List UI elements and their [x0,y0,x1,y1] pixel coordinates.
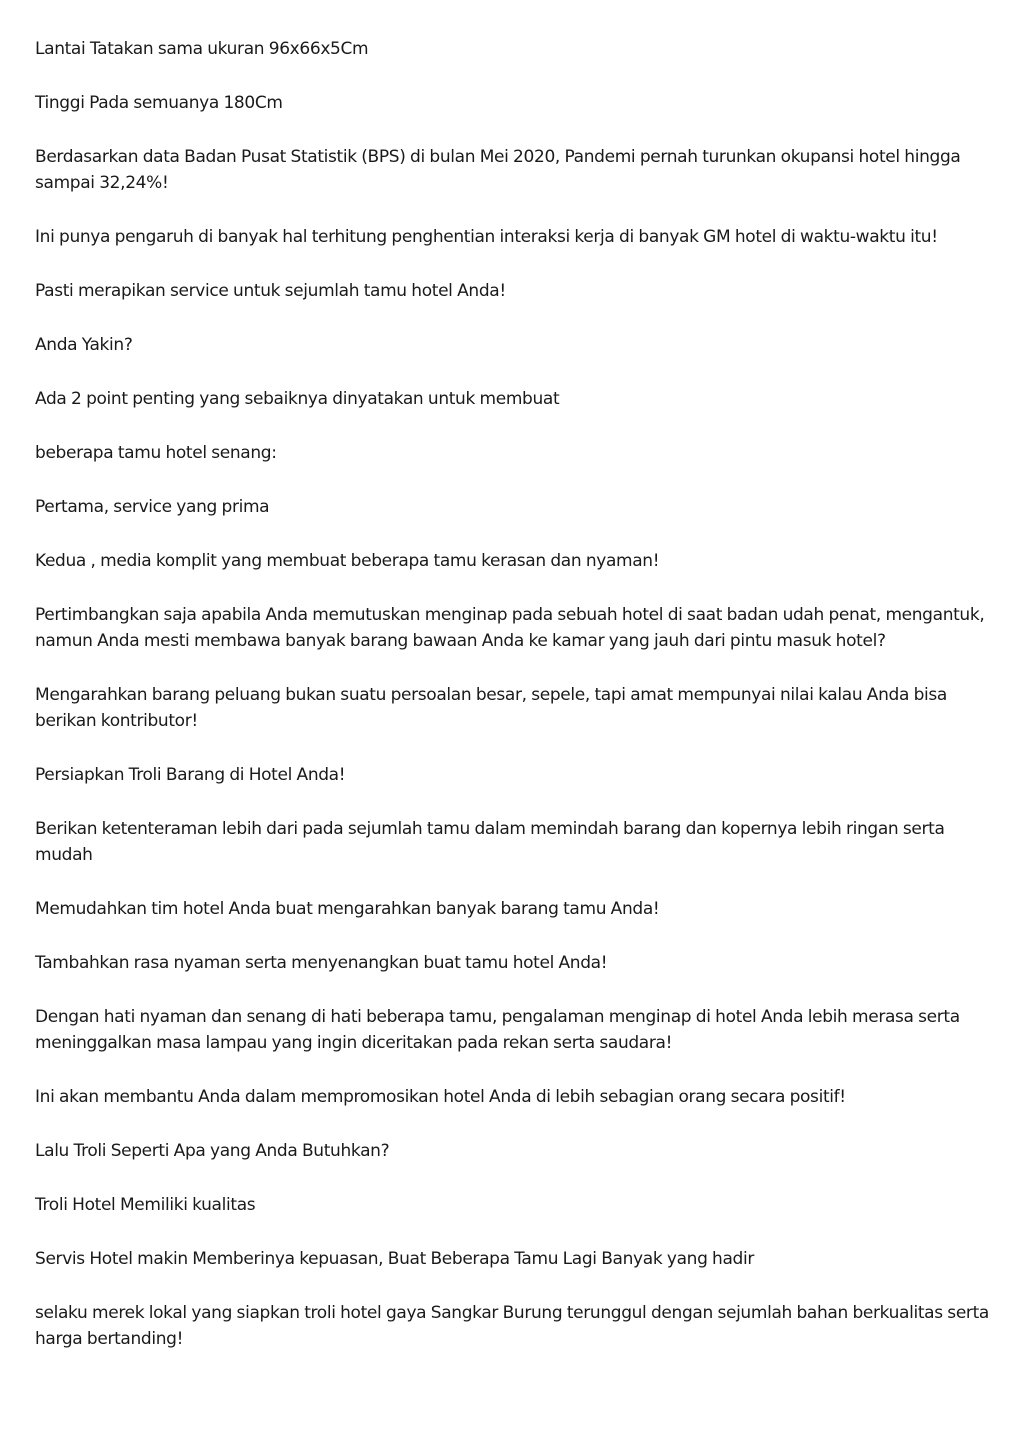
paragraph-add-comfort: Tambahkan rasa nyaman serta menyenangkan buat tamu hotel Anda! [35,953,608,973]
paragraph-second-point: Kedua , media komplit yang membuat beberapa tamu kerasan dan nyaman! [35,551,660,571]
paragraph-comfort: Berikan ketenteraman lebih dari pada sejumlah tamu dalam memindah barang dan kopernya lebih ringan serta mudah [35,819,945,865]
paragraph-question: Anda Yakin? [35,335,133,355]
paragraph-two-points: Ada 2 point penting yang sebaiknya dinyatakan untuk membuat [35,389,560,409]
paragraph-experience: Dengan hati nyaman dan senang di hati beberapa tamu, pengalaman menginap di hotel Anda lebih merasa serta meninggalkan masa lampau yang ingin diceritakan pada rekan serta saudara! [35,1007,960,1053]
paragraph-satisfaction: Servis Hotel makin Memberinya kepuasan, Buat Beberapa Tamu Lagi Banyak yang hadir [35,1249,755,1269]
paragraph-service: Pasti merapikan service untuk sejumlah tamu hotel Anda! [35,281,506,301]
paragraph-promotion: Ini akan membantu Anda dalam mempromosikan hotel Anda di lebih sebagian orang secara positif! [35,1087,846,1107]
paragraph-consider: Pertimbangkan saja apabila Anda memutuskan menginap pada sebuah hotel di saat badan udah penat, mengantuk, namun Anda mesti membawa banyak barang bawaan Anda ke kamar yang jauh dari pintu masuk hotel? [35,605,985,651]
paragraph-influence: Ini punya pengaruh di banyak hal terhitung penghentian interaksi kerja di banyak GM hotel di waktu-waktu itu! [35,227,938,247]
paragraph-local-brand: selaku merek lokal yang siapkan troli hotel gaya Sangkar Burung terunggul dengan sejumlah bahan berkualitas serta harga bertanding! [35,1303,989,1349]
paragraph-luggage: Mengarahkan barang peluang bukan suatu persoalan besar, sepele, tapi amat mempunyai nilai kalau Anda bisa berikan kontributor! [35,685,947,731]
paragraph-which-trolley: Lalu Troli Seperti Apa yang Anda Butuhkan? [35,1141,390,1161]
paragraph-team: Memudahkan tim hotel Anda buat mengarahkan banyak barang tamu Anda! [35,899,660,919]
paragraph-quality: Troli Hotel Memiliki kualitas [35,1195,256,1215]
document-page [35,36,990,1380]
paragraph-height: Tinggi Pada semuanya 180Cm [35,93,283,113]
paragraph-first-point: Pertama, service yang prima [35,497,270,517]
paragraph-tray-floor-size: Lantai Tatakan sama ukuran 96x66x5Cm [35,39,369,59]
paragraph-prepare-trolley: Persiapkan Troli Barang di Hotel Anda! [35,765,346,785]
paragraph-bps-data: Berdasarkan data Badan Pusat Statistik (BPS) di bulan Mei 2020, Pandemi pernah turunkan okupansi hotel hingga sampai 32,24%! [35,147,961,193]
paragraph-guests-happy: beberapa tamu hotel senang: [35,443,277,463]
